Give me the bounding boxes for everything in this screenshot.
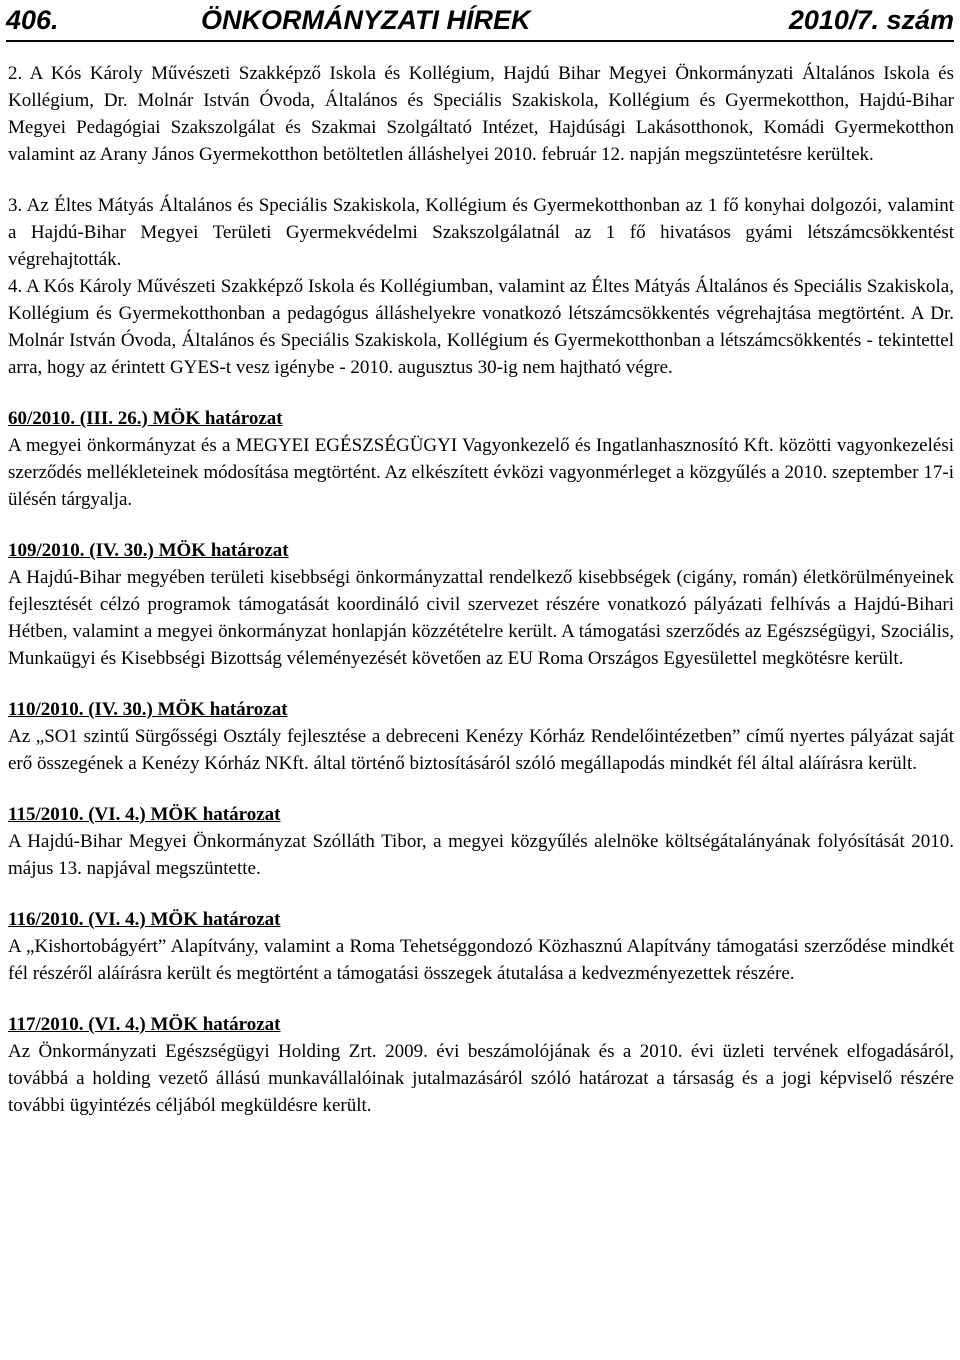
resolution-block [8,1011,954,1119]
resolution-block [8,906,954,987]
resolution-heading: 116/2010. (VI. 4.) MÖK határozat [8,909,281,930]
resolution-heading: 115/2010. (VI. 4.) MÖK határozat [8,804,281,825]
resolution-heading: 110/2010. (IV. 30.) MÖK határozat [8,699,288,720]
resolution-body: Az „SO1 szintű Sürgősségi Osztály fejlesztése a debreceni Kenézy Kórház Rendelőintézetben” című nyertes pályázat saját erő összegének a Kenézy Kórház NKft. által történő biztosításáról szóló megállapodás mindkét fél által aláírásra került. [8,726,954,774]
resolution-body: A Hajdú-Bihar megyében területi kisebbségi önkormányzattal rendelkező kisebbségek (cigány, román) életkörülményeinek fejlesztését célzó programok támogatását koordináló civil szervezet részére vonatkozó pályázati felhívás a Hajdú-Bihari Hétben, valamint a megyei önkormányzat honlapján közzétételre került. A támogatási szerződés az Egészségügyi, Szociális, Munkaügyi és Kisebbségi Bizottság véleményezését követően az EU Roma Országos Egyesülettel megkötésre került. [8,567,954,669]
page-header [6,2,954,42]
item-3-paragraph: 3. Az Éltes Mátyás Általános és Speciális Szakiskola, Kollégium és Gyermekotthonban az 1 fő konyhai dolgozói, valamint a Hajdú-Bihar Megyei Területi Gyermekvédelmi Szakszolgálatnál az 1 fő hivatásos gyámi létszámcsökkentést végrehajtották. [8,195,954,270]
resolution-heading: 109/2010. (IV. 30.) MÖK határozat [8,540,289,561]
resolution-body: Az Önkormányzati Egészségügyi Holding Zrt. 2009. évi beszámolójának és a 2010. évi üzleti tervének elfogadásáról, továbbá a holding vezető állású munkavállalóinak jutalmazásáról szóló határozat a társaság és a jogi képviselő részére további ügyintézés céljából megküldésre került. [8,1041,954,1116]
item-4-paragraph: 4. A Kós Károly Művészeti Szakképző Iskola és Kollégiumban, valamint az Éltes Mátyás Általános és Speciális Szakiskola, Kollégium és Gyermekotthonban a pedagógus álláshelyekre vonatkozó létszámcsökkentés végrehajtása megtörtént. A Dr. Molnár István Óvoda, Általános és Speciális Szakiskola, Kollégium és Gyermekotthonban a létszámcsökkentés - tekintettel arra, hogy az érintett GYES-t vesz igénybe - 2010. augusztus 30-ig nem hajtható végre. [8,276,954,378]
issue-number: 2010/7. szám [788,5,954,35]
resolution-block [8,696,954,777]
page-body [8,60,954,1119]
resolution-block [8,801,954,882]
resolution-heading: 60/2010. (III. 26.) MÖK határozat [8,408,283,429]
resolution-body: A „Kishortobágyért” Alapítvány, valamint a Roma Tehetséggondozó Közhasznú Alapítvány támogatási szerződése mindkét fél részéről aláírásra került és megtörtént a támogatási összegek átutalása a kedvezményezettek részére. [8,936,954,984]
publication-title: ÖNKORMÁNYZATI HÍREK [201,5,531,35]
resolution-block [8,537,954,672]
resolution-body: A Hajdú-Bihar Megyei Önkormányzat Szólláth Tibor, a megyei közgyűlés alelnöke költségátalányának folyósítását 2010. május 13. napjával megszüntette. [8,831,954,879]
resolution-heading: 117/2010. (VI. 4.) MÖK határozat [8,1014,281,1035]
item-2-paragraph: 2. A Kós Károly Művészeti Szakképző Iskola és Kollégium, Hajdú Bihar Megyei Önkormányzati Általános Iskola és Kollégium, Dr. Molnár István Óvoda, Általános és Speciális Szakiskola, Kollégium és Gyermekotthon, Hajdú-Bihar Megyei Pedagógiai Szakszolgálat és Szakmai Szolgáltató Intézet, Hajdúsági Lakásotthonok, Komádi Gyermekotthon valamint az Arany János Gyermekotthon betöltetlen álláshelyei 2010. február 12. napján megszüntetésre kerültek. [8,63,954,165]
page-number: 406. [6,5,59,35]
resolution-block [8,405,954,513]
resolution-body: A megyei önkormányzat és a MEGYEI EGÉSZSÉGÜGYI Vagyonkezelő és Ingatlanhasznosító Kft. közötti vagyonkezelési szerződés mellékleteinek módosítása megtörtént. Az elkészített évközi vagyonmérleget a közgyűlés a 2010. szeptember 17-i ülésén tárgyalja. [8,435,954,510]
